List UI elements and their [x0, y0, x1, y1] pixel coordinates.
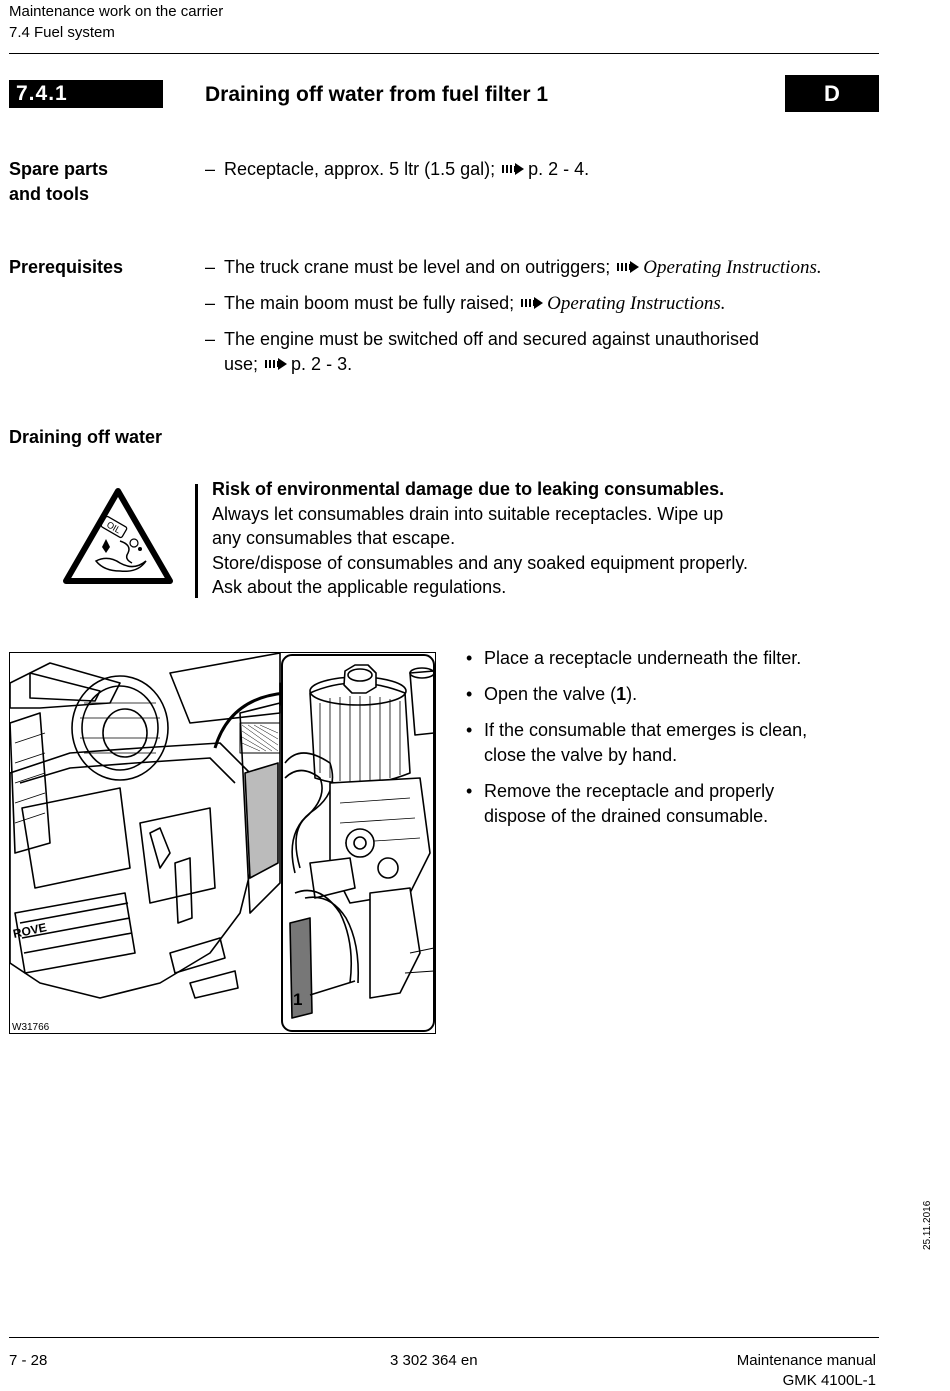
step-text-line2: dispose of the drained consumable.: [484, 806, 769, 826]
step-text-pre: Open the valve (: [484, 684, 617, 704]
item-dash: –: [205, 159, 216, 179]
print-date: 25.11.2016: [922, 1200, 933, 1250]
step-text-bold: 1: [616, 684, 627, 704]
footer-model: GMK 4100L-1: [782, 1372, 876, 1389]
warning-heading: Risk of environmental damage due to leaking consumables.: [212, 479, 725, 499]
section-title: Draining off water from fuel filter 1: [205, 83, 549, 106]
figure-frame: [9, 652, 436, 1034]
step-3: [466, 718, 876, 768]
footer-divider: [9, 1337, 879, 1338]
environment-oil-warning-icon: [62, 487, 174, 585]
bullet: •: [466, 648, 473, 668]
reference-arrow-icon: [265, 358, 287, 370]
spare-parts-item: [205, 157, 589, 182]
reference-arrow-icon: [617, 261, 639, 273]
draining-label: Draining off water: [9, 427, 163, 447]
warning-bar: [195, 484, 198, 598]
section-badge: D: [785, 75, 879, 112]
footer-manual: Maintenance manual: [736, 1352, 876, 1369]
warning-line-2: any consumables that escape.: [212, 528, 456, 548]
item-ref[interactable]: Operating Instructions: [547, 293, 721, 314]
warning-line-4: Ask about the applicable regulations.: [212, 577, 507, 597]
item-ref[interactable]: p. 2 - 4.: [528, 159, 590, 179]
step-text-post: ).: [626, 684, 638, 704]
spare-parts-label-line2: and tools: [9, 184, 89, 204]
figure-callout: 1: [293, 990, 303, 1009]
item-dash: –: [205, 257, 216, 277]
figure-id: W31766: [12, 1022, 50, 1033]
prerequisite-item-1: [205, 255, 822, 280]
section-number: 7.4.1: [9, 80, 163, 108]
step-text-line1: If the consumable that emerges is clean,: [484, 720, 808, 740]
item-ref[interactable]: Operating Instructions: [643, 257, 817, 278]
step-4: [466, 779, 876, 829]
header-section: 7.4 Fuel system: [9, 24, 115, 41]
item-end: .: [816, 257, 822, 278]
item-text: The main boom must be fully raised;: [224, 293, 515, 313]
item-dash: –: [205, 329, 216, 349]
environment-warning-text: [212, 477, 852, 600]
footer-doc-number: 3 302 364 en: [390, 1352, 478, 1369]
item-text-line2: use;: [224, 354, 259, 374]
spare-parts-label-line1: Spare parts: [9, 159, 109, 179]
reference-arrow-icon: [502, 163, 524, 175]
item-text-line1: The engine must be switched off and secured against unauthorised: [224, 329, 760, 349]
step-text: Place a receptacle underneath the filter.: [484, 648, 802, 668]
footer-page-number: 7 - 28: [9, 1352, 48, 1369]
prerequisite-item-3: [205, 327, 759, 377]
step-1: [466, 646, 876, 671]
bullet: •: [466, 781, 473, 801]
oil-label: OIL: [104, 519, 123, 536]
fuel-filter-illustration: [10, 653, 435, 1033]
prerequisites-label: Prerequisites: [9, 257, 124, 277]
bullet: •: [466, 684, 473, 704]
warning-line-3: Store/dispose of consumables and any soaked equipment properly.: [212, 552, 748, 573]
item-ref[interactable]: p. 2 - 3.: [291, 354, 353, 374]
spare-parts-label: [9, 157, 108, 207]
header-chapter: Maintenance work on the carrier: [9, 3, 224, 20]
prerequisite-item-2: [205, 291, 726, 316]
warning-line-1: Always let consumables drain into suitable receptacles. Wipe up: [212, 503, 724, 524]
bullet: •: [466, 720, 473, 740]
item-dash: –: [205, 293, 216, 313]
item-text: The truck crane must be level and on outriggers;: [224, 257, 611, 277]
reference-arrow-icon: [521, 297, 543, 309]
item-text: Receptacle, approx. 5 ltr (1.5 gal);: [224, 159, 496, 179]
step-text-line2: close the valve by hand.: [484, 745, 678, 765]
step-2: [466, 682, 876, 707]
item-end: .: [720, 293, 726, 314]
step-text-line1: Remove the receptacle and properly: [484, 781, 775, 801]
svg-text:ROVE: ROVE: [11, 920, 48, 941]
header-divider: [9, 53, 879, 54]
